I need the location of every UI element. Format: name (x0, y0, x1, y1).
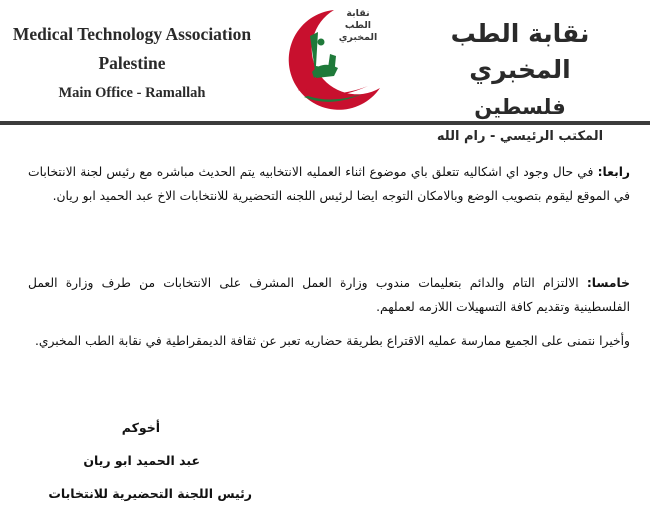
paragraph-closing: وأخيرا نتمنى على الجميع ممارسة عمليه الاقتراع بطريقة حضاريه تعبر عن ثقافة الديمقراطية في نقابة الطب المخبري. (34, 334, 630, 348)
logo-caption-line: الطب (344, 20, 372, 31)
letterhead (0, 0, 650, 144)
signature-name: عبد الحميد ابو ريان (83, 453, 200, 468)
logo-caption-line: المخبري (338, 32, 378, 43)
paragraph-text: الالتزام التام والدائم بتعليمات مندوب وزارة العمل المشرف على الانتخابات من طرف وزارة العمل الفلسطينية وتقديم كافة التسهيلات اللازمه لعملهم. (28, 276, 630, 314)
org-name-en: Medical Technology Association (12, 24, 252, 44)
logo-caption (335, 8, 381, 44)
org-name-ar: نقابة الطب المخبري (450, 19, 590, 84)
paragraph-lead: رابعا: (597, 165, 630, 179)
country-en: Palestine (98, 53, 166, 73)
signature-title: رئيس اللجنة التحضيرية للانتخابات (48, 486, 252, 501)
arabic-letterhead (410, 16, 630, 148)
signature-closing: أخوكم (121, 420, 160, 435)
country-ar: فلسطين (474, 95, 566, 119)
logo-caption-line: نقابة (346, 8, 370, 19)
paragraph-lead: خامسا: (586, 276, 630, 290)
english-letterhead (8, 22, 256, 106)
office-ar: المكتب الرئيسي - رام الله (436, 129, 604, 144)
paragraph-fifth (28, 272, 630, 319)
paragraph-fourth (28, 161, 630, 208)
office-en: Main Office - Ramallah (58, 85, 206, 101)
paragraph-text: في حال وجود اي اشكاليه تتعلق باي موضوع اثناء العمليه الانتخابيه يتم الحديث مباشره مع رئيس لجنة الانتخابات في الموقع ليقوم بتصويب الوضع وبالامكان التوجه ايضا لرئيس اللجنه التحضيرية للانتخابات الاخ عبد الحميد ابو ريان. (28, 165, 630, 203)
header-divider (0, 121, 650, 125)
